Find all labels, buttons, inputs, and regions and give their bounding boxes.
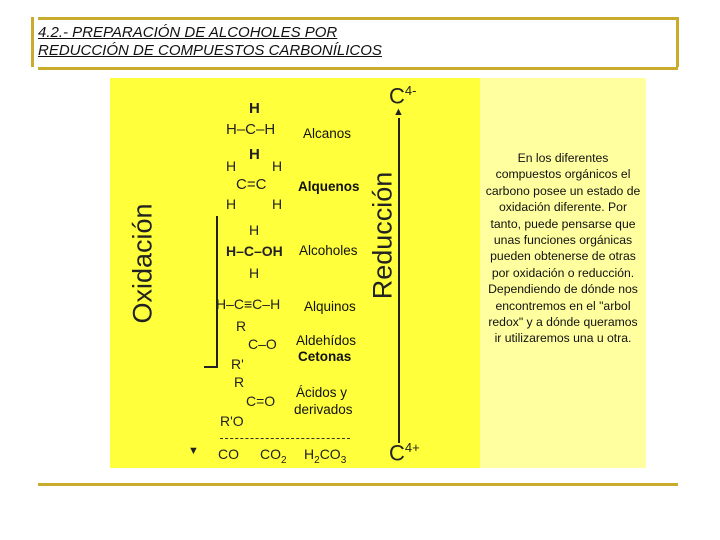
top-rule [38, 17, 678, 20]
acid-formula: C=O [246, 393, 276, 409]
bottom-oxidation-state [389, 440, 420, 466]
product-h2co3-sub1: 2 [314, 454, 320, 466]
product-co2-base: CO [260, 446, 281, 462]
acid-r-prime-o: R'O [220, 413, 244, 429]
right-rule [676, 17, 679, 67]
redox-diagram [110, 78, 480, 468]
bottom-rule [38, 483, 678, 486]
title-line-1: 4.2.- PREPARACIÓN DE ALCOHOLES POR [38, 24, 338, 41]
bottom-carbon: C [389, 440, 405, 466]
product-h2co3-h: H [304, 446, 315, 462]
alkene-h-bottom-left: H [226, 196, 237, 212]
top-oxidation-state [389, 83, 416, 109]
product-co2-sub: 2 [281, 454, 287, 466]
ketones-label: Cetonas [298, 349, 352, 364]
oxidation-bracket [216, 216, 218, 366]
top-carbon: C [389, 83, 405, 109]
alcohol-top-h: H [249, 222, 260, 238]
header-rule [38, 67, 678, 70]
oxidation-axis-label: Oxidación [127, 203, 158, 324]
product-h2co3-sub2: 3 [340, 454, 347, 466]
carbonyl-r-prime: R' [231, 356, 244, 372]
alkane-bottom-h: H [249, 146, 260, 163]
product-co: CO [218, 446, 239, 462]
alkene-formula: C=C [236, 176, 267, 193]
alkene-h-bottom-right: H [272, 196, 283, 212]
title-line-2: REDUCCIÓN DE COMPUESTOS CARBONÍLICOS [38, 42, 382, 59]
alkanes-label: Alcanos [303, 126, 352, 141]
acids-label-1: Ácidos y [296, 385, 348, 400]
acids-label-2: derivados [294, 402, 353, 417]
aldehydes-label: Aldehídos [296, 333, 357, 348]
reduction-axis-label: Reducción [367, 171, 398, 300]
alkene-h-top-left: H [226, 158, 237, 174]
bottom-charge: 4+ [404, 440, 420, 455]
alcohol-formula: H–C–OH [226, 243, 283, 259]
reduction-arrow-line [398, 118, 400, 443]
slide-title [38, 24, 478, 60]
acid-r: R [234, 374, 245, 390]
dashed-separator [220, 438, 350, 439]
product-h2co3 [304, 446, 346, 466]
product-co2 [260, 446, 287, 466]
oxidation-bracket-foot [204, 366, 218, 368]
carbonyl-r: R [236, 318, 247, 334]
top-charge: 4- [404, 83, 417, 98]
carbonyl-formula: C–O [248, 336, 277, 352]
alkane-formula: H–C–H [226, 121, 276, 138]
alkyne-formula: H–C≡C–H [216, 296, 281, 312]
alcohols-label: Alcoholes [299, 243, 358, 258]
alkynes-label: Alquinos [304, 299, 356, 314]
alcohol-bottom-h: H [249, 265, 260, 281]
explanation-text: En los diferentes compuestos orgánicos el carbono posee un estado de oxidación diferente. Por tanto, puede pensarse que unas funciones orgánicas pueden obtenerse de otras por oxidación o reducción. Dependiendo de dónde nos encontremos en el "arbol redox" y a dónde queramos ir utilizaremos una u otra. [485, 151, 641, 346]
product-h2co3-co: CO [319, 446, 341, 462]
left-rule [31, 17, 34, 67]
alkane-top-h: H [249, 100, 260, 117]
alkenes-label: Alquenos [298, 179, 360, 194]
reduction-arrow-icon: ▲ [393, 106, 404, 118]
alkene-h-top-right: H [272, 158, 283, 174]
oxidation-arrow-icon: ▼ [188, 445, 199, 457]
